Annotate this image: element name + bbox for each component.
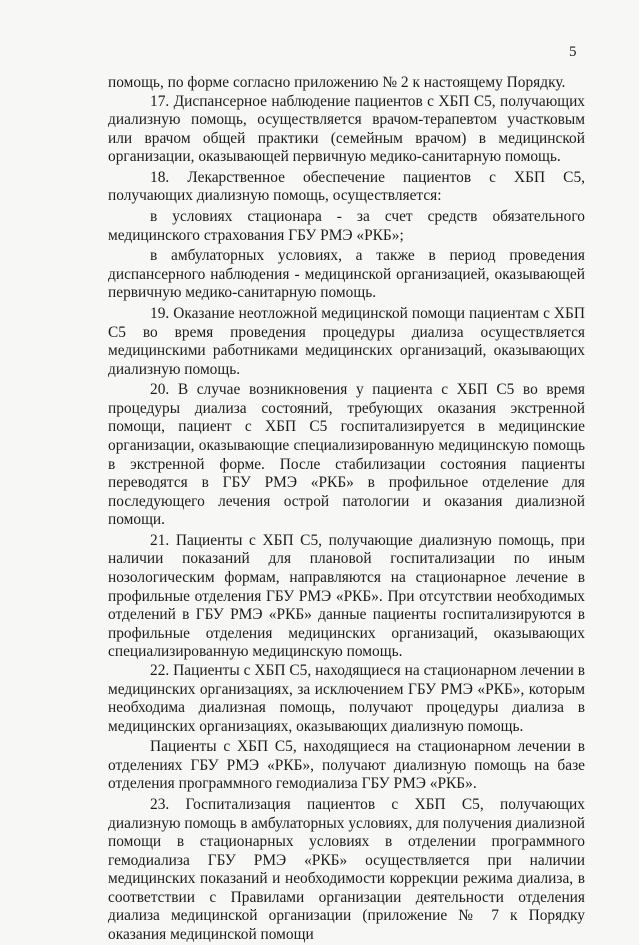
paragraph-19: 19. Оказание неотложной медицинской помощи пациентам с ХБП С5 во время проведения процедуры диализа осуществляется медицинскими работниками медицинских организаций, оказывающих диализную помощь. [108, 304, 585, 378]
paragraph-18-outpatient: в амбулаторных условиях, а также в период проведения диспансерного наблюдения - медицинской организацией, оказывающей первичную медико-санитарную помощь. [108, 247, 585, 302]
document-body [108, 74, 585, 945]
paragraph-18: 18. Лекарственное обеспечение пациентов с ХБП С5, получающих диализную помощь, осуществляется: [108, 168, 585, 205]
paragraph-21: 21. Пациенты с ХБП С5, получающие диализную помощь, при наличии показаний для плановой госпитализации по иным нозологическим формам, направляются на стационарное лечение в профильные отделения ГБУ РМЭ «РКБ». При отсутствии необходимых отделений в ГБУ РМЭ «РКБ» данные пациенты госпитализируются в профильные отделения медицинских организаций, оказывающих специализированную медицинскую помощь. [108, 531, 585, 661]
page-number: 5 [569, 44, 577, 60]
paragraph-17: 17. Диспансерное наблюдение пациентов с ХБП С5, получающих диализную помощь, осуществляется врачом-терапевтом участковым или врачом общей практики (семейным врачом) в медицинской организации, оказывающей первичную медико-санитарную помощь. [108, 92, 585, 166]
paragraph-18-inpatient: в условиях стационара - за счет средств обязательного медицинского страхования ГБУ РМЭ «РКБ»; [108, 208, 585, 244]
paragraph-23: 23. Госпитализация пациентов с ХБП С5, получающих диализную помощь в амбулаторных условиях, для получения диализной помощи в стационарных условиях в отделении программного гемодиализа ГБУ РМЭ «РКБ» осуществляется при наличии медицинских показаний и необходимости коррекции режима диализа, в соответствии с Правилами организации деятельности отделения диализа медицинской организации (приложение № 7 к Порядку оказания медицинской помощи [108, 795, 585, 944]
paragraph-20: 20. В случае возникновения у пациента с ХБП С5 во время процедуры диализа состояний, требующих оказания экстренной помощи, пациент с ХБП С5 госпитализируется в медицинские организации, оказывающие специализированную медицинскую помощь в экстренной форме. После стабилизации состояния пациенты переводятся в ГБУ РМЭ «РКБ» в профильное отделение для последующего лечения острой патологии и оказания диализной помощи. [108, 381, 585, 529]
paragraph-22: 22. Пациенты с ХБП С5, находящиеся на стационарном лечении в медицинских организациях, за исключением ГБУ РМЭ «РКБ», которым необходима диализная помощь, получают процедуры диализа в медицинских организациях, оказывающих диализную помощь. [108, 661, 585, 735]
paragraph-continuation: помощь, по форме согласно приложению № 2 к настоящему Порядку. [108, 74, 566, 91]
paragraph-22-rkb: Пациенты с ХБП С5, находящиеся на стационарном лечении в отделениях ГБУ РМЭ «РКБ», получают диализную помощь на базе отделения программного гемодиализа ГБУ РМЭ «РКБ». [108, 738, 585, 793]
